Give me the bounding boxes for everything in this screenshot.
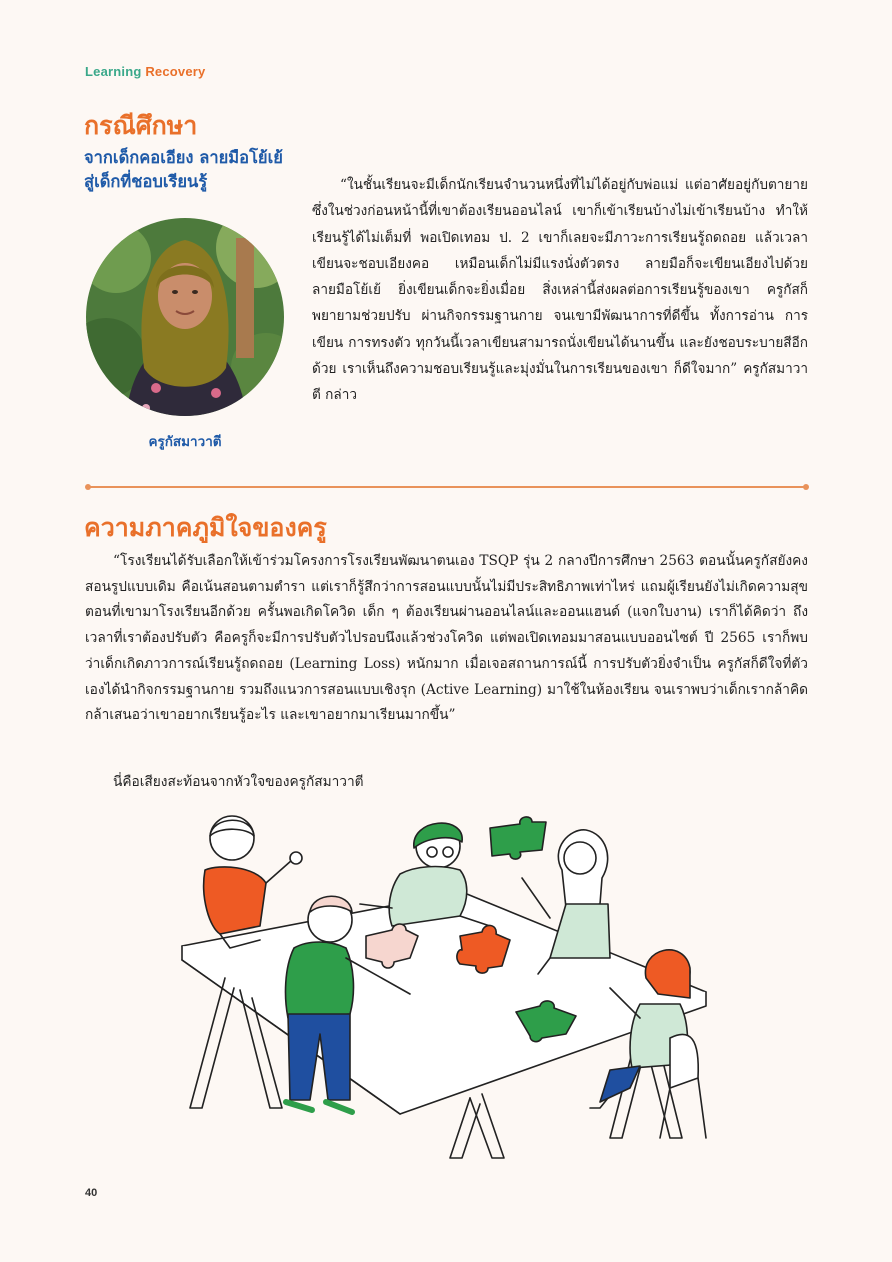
closing-line: นี่คือเสียงสะท้อนจากหัวใจของครูกัสมาวาตี <box>113 774 364 790</box>
case-study-subtitle-line2: สู่เด็กที่ชอบเรียนรู้ <box>84 172 208 191</box>
series-tag <box>85 64 205 79</box>
series-tag-part1: Learning <box>85 64 142 79</box>
illustration-svg <box>170 808 730 1168</box>
case-study-subtitle <box>84 146 344 194</box>
section-paragraph: “โรงเรียนได้รับเลือกให้เข้าร่วมโครงการโรงเรียนพัฒนาตนเอง TSQP รุ่น 2 กลางปีการศึกษา 2563 ตอนนั้นครูกัสยังคงสอนรูปแบบเดิม คือเน้นสอนตามตำรา แต่เราก็รู้สึกว่าการสอนแบบนั้นไม่มีประสิทธิภาพเท่าไหร่ แถมผู้เรียนยังไม่เกิดความสุขตอนที่เขามาโรงเรียนอีกด้วย ครั้นพอเกิดโควิด เด็ก ๆ ต้องเรียนผ่านออนไลน์และออนแฮนด์ (แจกใบงาน) เราก็ได้คิดว่า ถึงเวลาที่เราต้องปรับตัว คือครูก็จะมีการปรับตัวไปรอบนึงแล้วช่วงโควิด แต่พอเปิดเทอมมาสอนแบบออนไซต์ ปี 2565 เราก็พบว่าเด็กเกิดภาวการณ์เรียนรู้ถดถอย (Learning Loss) หนักมาก เมื่อเจอสถานการณ์นี้ การปรับตัวยิ่งจำเป็น ครูกัสก็ดีใจที่ตัวเองได้นำกิจกรรมฐานกาย รวมถึงแนวการสอนแบบเชิงรุก (Active Learning) มาใช้ในห้องเรียน จนเราพบว่าเด็กเรากล้าคิด กล้าเสนอว่าเขาอยากเรียนรู้อะไร และเขาอยากมาเรียนมากขึ้น” <box>85 553 808 724</box>
section-title: ความภาคภูมิใจของครู <box>84 513 327 542</box>
teacher-caption: ครูกัสมาวาตี <box>148 434 222 450</box>
case-study-subtitle-line1: จากเด็กคอเอียง ลายมือโย้เย้ <box>84 148 283 167</box>
series-tag-part2: Recovery <box>145 64 206 79</box>
children-puzzle-illustration <box>170 808 730 1172</box>
section-divider <box>88 486 806 488</box>
teacher-portrait-image <box>86 218 284 416</box>
teacher-portrait <box>86 218 284 416</box>
case-study-title: กรณีศึกษา <box>84 111 198 140</box>
divider-dot-left <box>85 484 91 490</box>
divider-dot-right <box>803 484 809 490</box>
page-number: 40 <box>85 1187 98 1199</box>
case-study-quote: “ในชั้นเรียนจะมีเด็กนักเรียนจำนวนหนึ่งที่ไม่ได้อยู่กับพ่อแม่ แต่อาศัยอยู่กับตายาย ซึ่งในช่วงก่อนหน้านี้ที่เขาต้องเรียนออนไลน์ เขาก็เข้าเรียนบ้างไม่เข้าเรียนบ้าง ทำให้เรียนรู้ได้ไม่เต็มที่ พอเปิดเทอม ป. 2 เขาก็เลยจะมีภาวะการเรียนรู้ถดถอย แล้วเวลาเขียนจะชอบเอียงคอ เหมือนเด็กไม่มีแรงนั่งตัวตรง ลายมือก็จะเขียนเอียงไปด้วย ลายมือโย้เย้ ยิ่งเขียนเด็กจะยิ่งเมื่อย สิ่งเหล่านี้ส่งผลต่อการเรียนรู้ของเขา ครูกัสก็พยายามช่วยปรับ ผ่านกิจกรรมฐานกาย จนเขามีพัฒนาการที่ดีขึ้น ทั้งการอ่าน การเขียน การทรงตัว ทุกวันนี้เวลาเขียนสามารถนั่งเขียนได้นานขึ้น และยังชอบระบายสีอีกด้วย เราเห็นถึงความชอบเรียนรู้และมุ่งมั่นในการเรียนของเขา ก็ดีใจมาก” ครูกัสมาวาตี กล่าว <box>312 177 808 404</box>
